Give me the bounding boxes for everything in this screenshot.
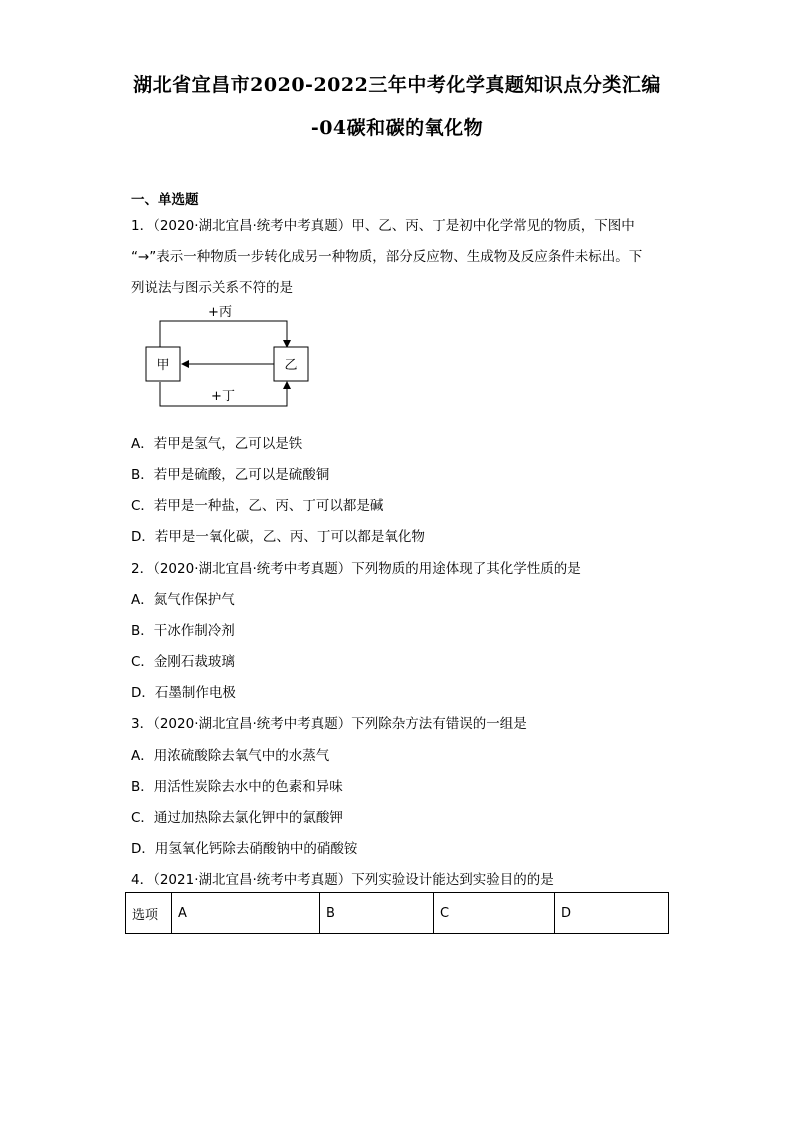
q4-options-table	[125, 892, 669, 934]
q3-option-b: B．用活性炭除去水中的色素和异味	[131, 779, 343, 795]
section-heading: 一、单选题	[131, 192, 199, 208]
q2-option-d: D．石墨制作电极	[131, 685, 236, 701]
table-cell-a: A	[172, 893, 320, 934]
q2-option-a: A．氮气作保护气	[131, 592, 235, 608]
q1-option-a: A．若甲是氢气，乙可以是铁	[131, 436, 303, 452]
q2-option-c: C．金刚石裁玻璃	[131, 654, 235, 670]
arrow-top	[160, 321, 287, 347]
document-title-line1: 湖北省宜昌市2020-2022三年中考化学真题知识点分类汇编	[133, 74, 661, 96]
q1-conversion-diagram	[140, 300, 330, 415]
box-jia-label: 甲	[156, 358, 170, 373]
q1-option-b: B．若甲是硫酸，乙可以是硫酸铜	[131, 467, 330, 483]
table-row	[126, 893, 669, 934]
q1-option-c: C．若甲是一种盐，乙、丙、丁可以都是碱	[131, 498, 384, 514]
q1-stem-line1: 1．（2020·湖北宜昌·统考中考真题）甲、乙、丙、丁是初中化学常见的物质，下图中	[131, 218, 635, 234]
table-cell-b: B	[320, 893, 434, 934]
q3-option-d: D．用氢氧化钙除去硝酸钠中的硝酸铵	[131, 841, 358, 857]
q3-option-a: A．用浓硫酸除去氧气中的水蒸气	[131, 748, 330, 764]
table-cell-d: D	[555, 893, 669, 934]
q2-option-b: B．干冰作制冷剂	[131, 623, 235, 639]
table-cell-label: 选项	[126, 893, 172, 934]
q3-stem: 3．（2020·湖北宜昌·统考中考真题）下列除杂方法有错误的一组是	[131, 716, 527, 732]
document-title-line2: -04碳和碳的氧化物	[310, 117, 484, 139]
label-plus-bing: +丙	[208, 305, 232, 320]
box-yi-label: 乙	[284, 358, 298, 373]
table-cell-c: C	[434, 893, 555, 934]
q1-stem-line3: 列说法与图示关系不符的是	[131, 280, 293, 296]
q4-stem: 4．（2021·湖北宜昌·统考中考真题）下列实验设计能达到实验目的的是	[131, 872, 554, 888]
q2-stem: 2．（2020·湖北宜昌·统考中考真题）下列物质的用途体现了其化学性质的是	[131, 561, 581, 577]
q3-option-c: C．通过加热除去氯化钾中的氯酸钾	[131, 810, 343, 826]
q1-option-d: D．若甲是一氧化碳，乙、丙、丁可以都是氧化物	[131, 529, 425, 545]
label-plus-ding: +丁	[211, 389, 235, 404]
q1-stem-line2: “→”表示一种物质一步转化成另一种物质，部分反应物、生成物及反应条件未标出。下	[131, 249, 643, 265]
